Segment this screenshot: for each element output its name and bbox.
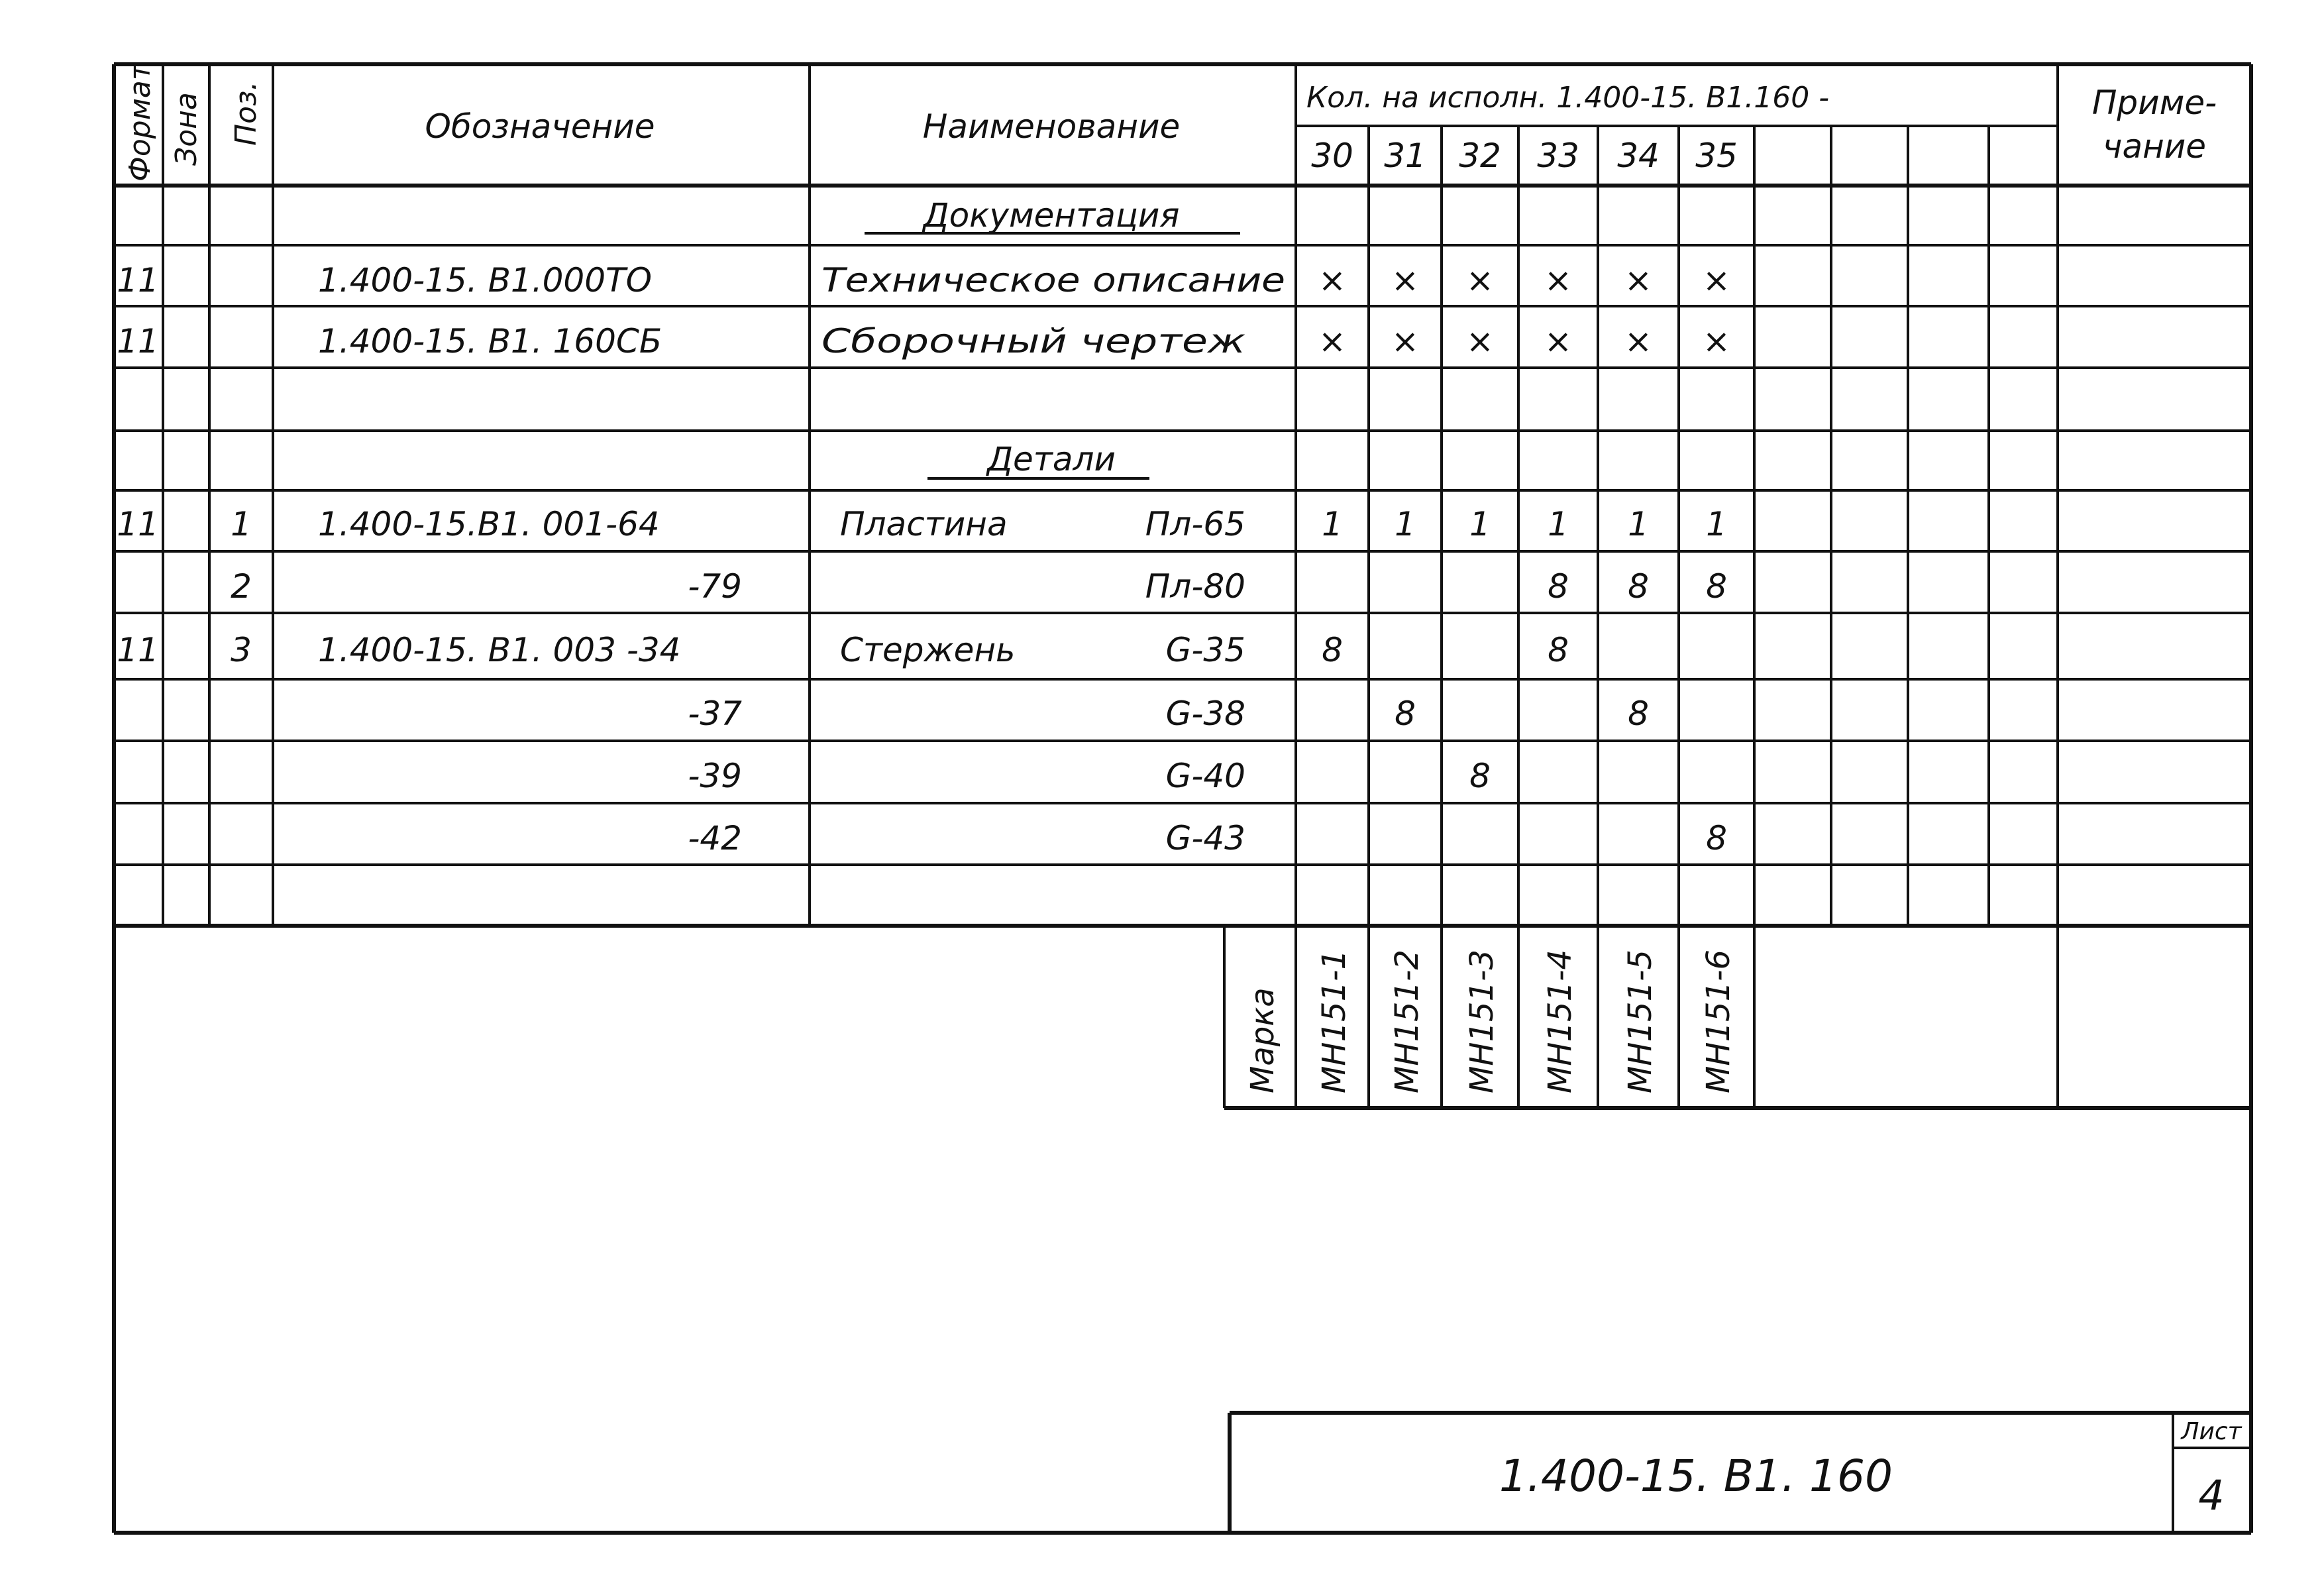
mark-label: МН151-4 [1542,950,1579,1093]
sheet-label: Лист [2181,1418,2242,1445]
cell-designation: 1.400-15.В1. 001-64 [318,505,660,543]
cell-name: Сборочный чертеж [821,322,1245,360]
cell-qty: 1 [1322,505,1343,543]
header-note-line2: чание [2102,127,2207,166]
cell-qty: 8 [1322,631,1343,669]
header-format: Формат [123,63,157,182]
header-name: Наименование [922,107,1181,146]
mark-label: МН151-1 [1316,950,1353,1093]
version-header: 34 [1617,137,1660,175]
cell-mark: × [1703,322,1730,360]
table-row [231,567,1727,606]
cell-variant: G-40 [1165,757,1245,795]
version-header: 33 [1537,137,1579,175]
cell-designation: 1.400-15. В1. 003 -34 [318,631,681,669]
header-qty-per-version: Кол. на исполн. 1.400-15. В1.160 - [1306,81,1830,115]
header-zone: Зона [170,92,203,166]
table-row [688,819,1727,857]
cell-mark: × [1466,322,1494,360]
cell-mark: × [1544,322,1572,360]
table-row [117,505,1727,543]
cell-designation: -37 [688,694,742,733]
header-designation: Обозначение [425,107,655,146]
cell-qty: 8 [1706,819,1727,857]
cell-mark: × [1391,322,1419,360]
version-header: 30 [1311,137,1353,175]
cell-variant: Пл-65 [1145,505,1245,543]
cell-pos: 1 [231,505,252,543]
cell-mark: × [1544,261,1572,300]
cell-qty: 8 [1706,567,1727,606]
cell-mark: × [1318,322,1346,360]
cell-qty: 1 [1469,505,1491,543]
cell-mark: × [1624,261,1652,300]
cell-qty: 8 [1548,567,1569,606]
cell-designation: -39 [688,757,742,795]
cell-mark: × [1391,261,1419,300]
document-code: 1.400-15. В1. 160 [1499,1451,1893,1502]
cell-designation: 1.400-15. В1.000ТО [318,261,652,300]
cell-qty: 8 [1469,757,1491,795]
cell-mark: × [1466,261,1494,300]
cell-qty: 8 [1628,567,1649,606]
marks-label: Марка [1244,987,1281,1093]
cell-variant: Пл-80 [1145,567,1245,606]
cell-variant: G-35 [1165,631,1245,669]
cell-qty: 1 [1395,505,1416,543]
table-row [117,322,1730,360]
cell-qty: 1 [1548,505,1569,543]
mark-label: МН151-5 [1622,950,1659,1093]
cell-name: Стержень [840,631,1016,669]
cell-qty: 8 [1548,631,1569,669]
cell-pos: 3 [231,631,252,669]
version-header: 35 [1695,137,1738,175]
mark-label: МН151-6 [1700,950,1737,1093]
cell-qty: 1 [1706,505,1727,543]
mark-label: МН151-2 [1389,950,1426,1093]
header-note-line1: Приме- [2091,83,2217,122]
cell-qty: 8 [1395,694,1416,733]
version-headers [1311,137,1738,175]
version-header: 32 [1459,137,1501,175]
cell-mark: × [1318,261,1346,300]
cell-mark: × [1624,322,1652,360]
header-pos: Поз. [229,81,263,146]
table-row [117,631,1569,669]
cell-variant: G-43 [1165,819,1245,857]
section-details: Детали [986,440,1116,478]
cell-designation: -79 [688,567,742,606]
cell-name: Техническое описание [821,261,1285,300]
cell-name: Пластина [840,505,1008,543]
cell-qty: 8 [1628,694,1649,733]
cell-mark: × [1703,261,1730,300]
cell-qty: 1 [1628,505,1649,543]
cell-format: 11 [117,631,159,669]
mark-label: МН151-3 [1463,950,1501,1093]
sheet-number: 4 [2198,1471,2225,1519]
cell-pos: 2 [231,567,252,606]
table-row [688,694,1649,733]
cell-format: 11 [117,322,159,360]
table-row [117,261,1730,300]
section-documentation: Документация [923,196,1180,235]
cell-format: 11 [117,261,159,300]
version-header: 31 [1384,137,1426,175]
cell-designation: -42 [688,819,742,857]
cell-designation: 1.400-15. В1. 160СБ [318,322,662,360]
cell-variant: G-38 [1165,694,1245,733]
cell-format: 11 [117,505,159,543]
